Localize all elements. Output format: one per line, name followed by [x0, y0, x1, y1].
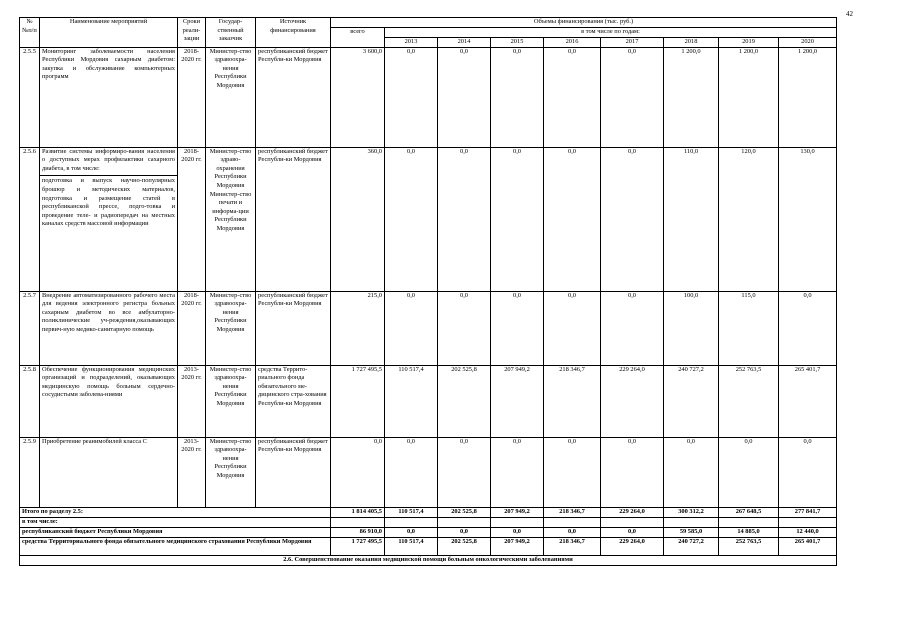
- row-year-value: 110,0: [664, 147, 719, 291]
- row-year-value: 1 200,0: [719, 47, 779, 147]
- row-source: республиканский бюджет Республи-ки Мордовия: [256, 47, 331, 147]
- row-year-value: 229 264,0: [601, 365, 664, 437]
- row-source: средства Террито-риального фонда обязательного ме-дицинского стра-хования Республи-ки Мордовия: [256, 365, 331, 437]
- row-year-value: 0,0: [491, 147, 544, 291]
- row-executor: Министер-ство здравоохра-нения Республики Мордовия: [206, 365, 256, 437]
- financing-table-sheet: [19, 17, 836, 563]
- row-year-value: 120,0: [719, 147, 779, 291]
- row-year-value: 100,0: [664, 291, 719, 365]
- totals-total: 86 910,0: [331, 527, 385, 537]
- row-name-text: Развитие системы информиро-вания населения о доступных мерах профилактики сахарного диабета, в том числе:: [42, 147, 175, 172]
- totals-row: [20, 507, 837, 517]
- row-year-value: 0,0: [779, 437, 837, 507]
- totals-year-value: 229 264,0: [601, 537, 664, 555]
- header-terms: Сроки реали-зации: [178, 18, 206, 48]
- row-year-value: 240 727,2: [664, 365, 719, 437]
- totals-year-value: 300 312,2: [664, 507, 719, 517]
- totals-total: 1 727 495,5: [331, 537, 385, 555]
- section-row: [20, 555, 837, 565]
- row-term: 2018-2020 гг.: [178, 147, 206, 291]
- row-term: 2018-2020 гг.: [178, 47, 206, 147]
- row-year-value: 0,0: [601, 291, 664, 365]
- row-number: 2.5.7: [20, 291, 40, 365]
- totals-year-value: 59 585,0: [664, 527, 719, 537]
- row-year-value: 1 200,0: [779, 47, 837, 147]
- row-year-value: 0,0: [491, 291, 544, 365]
- row-year-value: 202 525,8: [438, 365, 491, 437]
- financing-table: [19, 17, 837, 566]
- header-year: 2017: [601, 38, 664, 48]
- totals-year-value: 252 763,5: [719, 537, 779, 555]
- header-year: 2020: [779, 38, 837, 48]
- totals-year-value: 218 346,7: [544, 537, 601, 555]
- totals-total: 1 814 405,5: [331, 507, 385, 517]
- totals-label: Итого по разделу 2.5:: [20, 507, 331, 517]
- totals-year-value: 0,0: [544, 527, 601, 537]
- totals-label: средства Территориального фонда обязательного медицинского страхования Республики Мордовия: [20, 537, 331, 555]
- header-year: 2016: [544, 38, 601, 48]
- row-year-value: 0,0: [601, 147, 664, 291]
- totals-label: республиканский бюджет Республики Мордовия: [20, 527, 331, 537]
- row-year-value: 207 949,2: [491, 365, 544, 437]
- totals-year-value: [544, 517, 601, 527]
- row-term: 2018-2020 гг.: [178, 291, 206, 365]
- row-year-value: 0,0: [601, 47, 664, 147]
- totals-row: [20, 517, 837, 527]
- row-executor: Министер-ство здравоохра-нения Республики Мордовия: [206, 47, 256, 147]
- totals-year-value: 265 401,7: [779, 537, 837, 555]
- totals-year-value: 0,0: [491, 527, 544, 537]
- row-year-value: 265 401,7: [779, 365, 837, 437]
- row-year-value: 0,0: [491, 437, 544, 507]
- row-year-value: 0,0: [544, 147, 601, 291]
- row-name: [40, 291, 178, 365]
- header-total: всего: [331, 28, 385, 48]
- row-source: республиканский бюджет Республи-ки Мордовия: [256, 437, 331, 507]
- totals-year-value: 202 525,8: [438, 507, 491, 517]
- row-total: 0,0: [331, 437, 385, 507]
- header-executor: Государ-ственный заказчик: [206, 18, 256, 48]
- header-year: 2014: [438, 38, 491, 48]
- row-year-value: 115,0: [719, 291, 779, 365]
- header-year: 2013: [385, 38, 438, 48]
- totals-year-value: [719, 517, 779, 527]
- row-total: 1 727 495,5: [331, 365, 385, 437]
- row-name-text: Приобретение реанимобилей класса С: [42, 437, 147, 445]
- row-year-value: 0,0: [438, 147, 491, 291]
- row-total: 3 600,0: [331, 47, 385, 147]
- totals-year-value: [601, 517, 664, 527]
- row-year-value: 0,0: [385, 147, 438, 291]
- totals-year-value: [491, 517, 544, 527]
- totals-row: [20, 537, 837, 555]
- totals-year-value: 110 517,4: [385, 537, 438, 555]
- row-number: 2.5.6: [20, 147, 40, 291]
- table-row: [20, 47, 837, 147]
- totals-year-value: 207 949,2: [491, 537, 544, 555]
- totals-total: [331, 517, 385, 527]
- row-year-value: 110 517,4: [385, 365, 438, 437]
- row-name: [40, 365, 178, 437]
- row-executor: Министер-ство здравоохра-нения Республики Мордовия: [206, 291, 256, 365]
- row-year-value: 0,0: [491, 47, 544, 147]
- totals-year-value: 110 517,4: [385, 507, 438, 517]
- row-year-value: 0,0: [719, 437, 779, 507]
- header-num: №№п/п: [20, 18, 40, 48]
- row-term: 2013-2020 гг.: [178, 365, 206, 437]
- totals-year-value: 218 346,7: [544, 507, 601, 517]
- row-name-text: Внедрение автоматизированного рабочего места для ведения электронного регистра больных сахарным диабетом во все амбулаторно-поликлинические уч-реждения,оказывающих первич-ную медико-санитарную помощь: [42, 291, 175, 333]
- row-name-text: Обеспечение функционирования медицинских организаций и подразделений, оказывающих медицинскую помощь больным сердечно-сосудистыми заболева-ниями: [42, 365, 175, 399]
- totals-year-value: 229 264,0: [601, 507, 664, 517]
- totals-year-value: 0,0: [438, 527, 491, 537]
- row-year-value: 0,0: [438, 47, 491, 147]
- table-row: [20, 147, 837, 291]
- row-year-value: 0,0: [544, 291, 601, 365]
- header-source: Источник финансирования: [256, 18, 331, 48]
- row-name: [40, 47, 178, 147]
- row-year-value: 252 763,5: [719, 365, 779, 437]
- row-executor: Министер-ство здраво-охранения Республики Мордовия Министер-ство печати и информа-ции Республики Мордовия: [206, 147, 256, 291]
- totals-year-value: 0,0: [385, 527, 438, 537]
- table-row: [20, 365, 837, 437]
- header-year: 2015: [491, 38, 544, 48]
- totals-year-value: [385, 517, 438, 527]
- row-name-text: Мониторинг заболеваемости населения Республики Мордовия сахарным диабетом: закупка и обслуживание компьютерных программ: [42, 47, 175, 81]
- header-incl: в том числе по годам:: [385, 28, 837, 38]
- totals-year-value: 240 727,2: [664, 537, 719, 555]
- row-number: 2.5.5: [20, 47, 40, 147]
- totals-year-value: 14 885,0: [719, 527, 779, 537]
- totals-year-value: [779, 517, 837, 527]
- totals-year-value: 207 949,2: [491, 507, 544, 517]
- row-year-value: 0,0: [544, 437, 601, 507]
- row-year-value: 0,0: [779, 291, 837, 365]
- row-number: 2.5.9: [20, 437, 40, 507]
- row-year-value: 0,0: [601, 437, 664, 507]
- section-title: 2.6. Совершенствование оказания медицинской помощи больным онкологическими заболеваниями: [20, 555, 837, 565]
- totals-year-value: [438, 517, 491, 527]
- totals-year-value: 12 440,0: [779, 527, 837, 537]
- header-year: 2019: [719, 38, 779, 48]
- header-volumes: Объемы финансирования (тыс. руб.): [331, 18, 837, 28]
- totals-year-value: [664, 517, 719, 527]
- row-year-value: 130,0: [779, 147, 837, 291]
- row-year-value: 0,0: [385, 47, 438, 147]
- row-executor: Министер-ство здравоохра-нения Республики Мордовия: [206, 437, 256, 507]
- header-year: 2018: [664, 38, 719, 48]
- row-source: республиканский бюджет Республи-ки Мордовия: [256, 291, 331, 365]
- row-year-value: 0,0: [438, 291, 491, 365]
- row-year-value: 1 200,0: [664, 47, 719, 147]
- row-total: 360,0: [331, 147, 385, 291]
- row-year-value: 0,0: [385, 291, 438, 365]
- row-year-value: 0,0: [438, 437, 491, 507]
- header-name: Наименование мероприятий: [40, 18, 178, 48]
- totals-label: в том числе:: [20, 517, 331, 527]
- row-year-value: 0,0: [385, 437, 438, 507]
- row-number: 2.5.8: [20, 365, 40, 437]
- row-source: республиканский бюджет Республи-ки Мордовия: [256, 147, 331, 291]
- row-subname-text: подготовка и выпуск научно-популярных брошюр и методических материалов, подготовка и размещение статей в республиканской прессе, подго-товка и проведение теле- и радиопередач на местных каналах средств массовой информации: [42, 177, 175, 228]
- table-row: [20, 437, 837, 507]
- row-year-value: 0,0: [544, 47, 601, 147]
- row-year-value: 218 346,7: [544, 365, 601, 437]
- totals-year-value: 202 525,8: [438, 537, 491, 555]
- row-name: [40, 437, 178, 507]
- row-name: [40, 147, 178, 291]
- page-number: 42: [846, 10, 853, 18]
- totals-year-value: 277 841,7: [779, 507, 837, 517]
- row-total: 215,0: [331, 291, 385, 365]
- row-year-value: 0,0: [664, 437, 719, 507]
- table-row: [20, 291, 837, 365]
- totals-row: [20, 527, 837, 537]
- totals-year-value: 0,0: [601, 527, 664, 537]
- totals-year-value: 267 648,5: [719, 507, 779, 517]
- row-term: 2013-2020 гг.: [178, 437, 206, 507]
